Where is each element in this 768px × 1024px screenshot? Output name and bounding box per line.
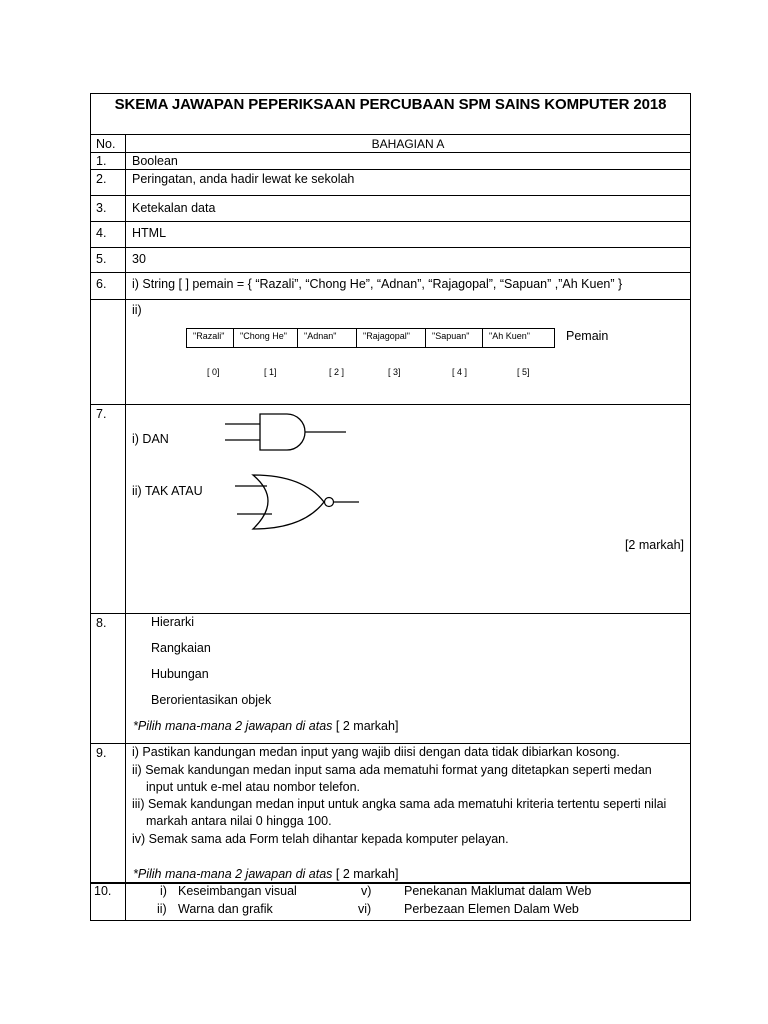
array-cell: "Sapuan" — [425, 328, 483, 348]
answer-row-9 — [90, 744, 691, 883]
answer-7-part-i: i) DAN — [132, 432, 169, 446]
header-section: BAHAGIAN A — [371, 137, 445, 151]
answer-9-line: markah antara nilai 0 hingga 100. — [146, 814, 332, 828]
and-gate-icon — [221, 411, 351, 455]
answer-10-item-num: v) — [361, 884, 372, 898]
answer-10-item-num: ii) — [157, 902, 167, 916]
answer-row-1 — [90, 152, 691, 170]
answer-text: Boolean — [132, 154, 178, 168]
answer-row-5 — [90, 248, 691, 273]
answer-number: 4. — [91, 222, 126, 247]
answer-9-line: ii) Semak kandungan medan input sama ada mematuhi format yang ditetapkan seperti medan — [132, 763, 652, 777]
answer-row-3 — [90, 196, 691, 222]
answer-text: Peringatan, anda hadir lewat ke sekolah — [132, 172, 355, 186]
answer-number: 9. — [91, 744, 126, 882]
answer-number: 3. — [91, 196, 126, 221]
answer-row-6-ii — [90, 300, 691, 405]
answer-8-marks: [ 2 markah] — [335, 719, 399, 733]
answer-10-item-num: i) — [160, 884, 167, 898]
answer-number: 7. — [91, 405, 126, 613]
answer-10-item: Warna dan grafik — [178, 902, 273, 916]
answer-9-marks: [ 2 markah] — [335, 867, 399, 881]
answer-8-option: Hierarki — [151, 615, 195, 629]
answer-9-note: *Pilih mana-mana 2 jawapan di atas — [133, 867, 333, 881]
answer-8-option: Hubungan — [151, 667, 209, 681]
answer-number-empty — [91, 300, 126, 404]
answer-9-line: iii) Semak kandungan medan input untuk angka sama ada mematuhi kriteria tertentu seperti nilai — [132, 797, 667, 811]
answer-9-line: input untuk e-mel atau nombor telefon. — [146, 780, 361, 794]
answer-6-part-ii: ii) — [132, 303, 142, 317]
answer-number: 2. — [91, 170, 126, 195]
array-name: Pemain — [566, 329, 609, 343]
answer-number: 5. — [91, 248, 126, 272]
array-index: [ 2 ] — [329, 367, 345, 377]
nor-gate-icon — [233, 473, 363, 533]
answer-9-note-line — [133, 867, 398, 881]
answer-number: 10. — [91, 884, 126, 920]
answer-text: 30 — [132, 252, 146, 266]
answer-row-10 — [90, 883, 691, 921]
answer-number: 8. — [91, 614, 126, 743]
answer-10-item: Perbezaan Elemen Dalam Web — [404, 902, 579, 916]
answer-text: Ketekalan data — [132, 201, 216, 215]
answer-8-option: Rangkaian — [151, 641, 211, 655]
answer-6-part-i: i) String [ ] pemain = { “Razali”, “Chong He”, “Adnan”, “Rajagopal”, “Sapuan” ,”Ah Kuen” } — [132, 277, 623, 291]
array-index: [ 4 ] — [452, 367, 468, 377]
array-cell: "Razali" — [186, 328, 234, 348]
answer-row-6 — [90, 273, 691, 300]
array-index: [ 5] — [517, 367, 530, 377]
answer-7-part-ii: ii) TAK ATAU — [132, 484, 203, 498]
answer-number: 1. — [91, 152, 126, 169]
array-index: [ 0] — [207, 367, 220, 377]
answer-8-note: *Pilih mana-mana 2 jawapan di atas — [133, 719, 333, 733]
answer-row-2 — [90, 170, 691, 196]
array-cell: "Adnan" — [297, 328, 357, 348]
answer-10-item-num: vi) — [358, 902, 372, 916]
answer-9-line: iv) Semak sama ada Form telah dihantar kepada komputer pelayan. — [132, 832, 509, 846]
answer-9-line: i) Pastikan kandungan medan input yang wajib diisi dengan data tidak dibiarkan kosong. — [132, 745, 620, 759]
answer-8-note-line — [133, 719, 398, 733]
answer-8-option: Berorientasikan objek — [151, 693, 272, 707]
header-no: No. — [91, 135, 126, 152]
answer-number: 6. — [91, 273, 126, 299]
answer-row-8 — [90, 614, 691, 744]
answer-10-item: Penekanan Maklumat dalam Web — [404, 884, 592, 898]
array-index: [ 1] — [264, 367, 277, 377]
answer-7-marks: [2 markah] — [624, 538, 684, 552]
answer-row-4 — [90, 222, 691, 248]
array-index: [ 3] — [388, 367, 401, 377]
array-cell: "Chong He" — [233, 328, 298, 348]
title-box — [90, 93, 691, 135]
answer-row-7 — [90, 405, 691, 614]
answer-10-item: Keseimbangan visual — [178, 884, 297, 898]
document-title: SKEMA JAWAPAN PEPERIKSAAN PERCUBAAN SPM SAINS KOMPUTER 2018 — [114, 96, 667, 113]
array-cell: "Ah Kuen" — [482, 328, 555, 348]
array-cell: "Rajagopal" — [356, 328, 426, 348]
header-row — [90, 134, 691, 153]
answer-text: HTML — [132, 226, 167, 240]
